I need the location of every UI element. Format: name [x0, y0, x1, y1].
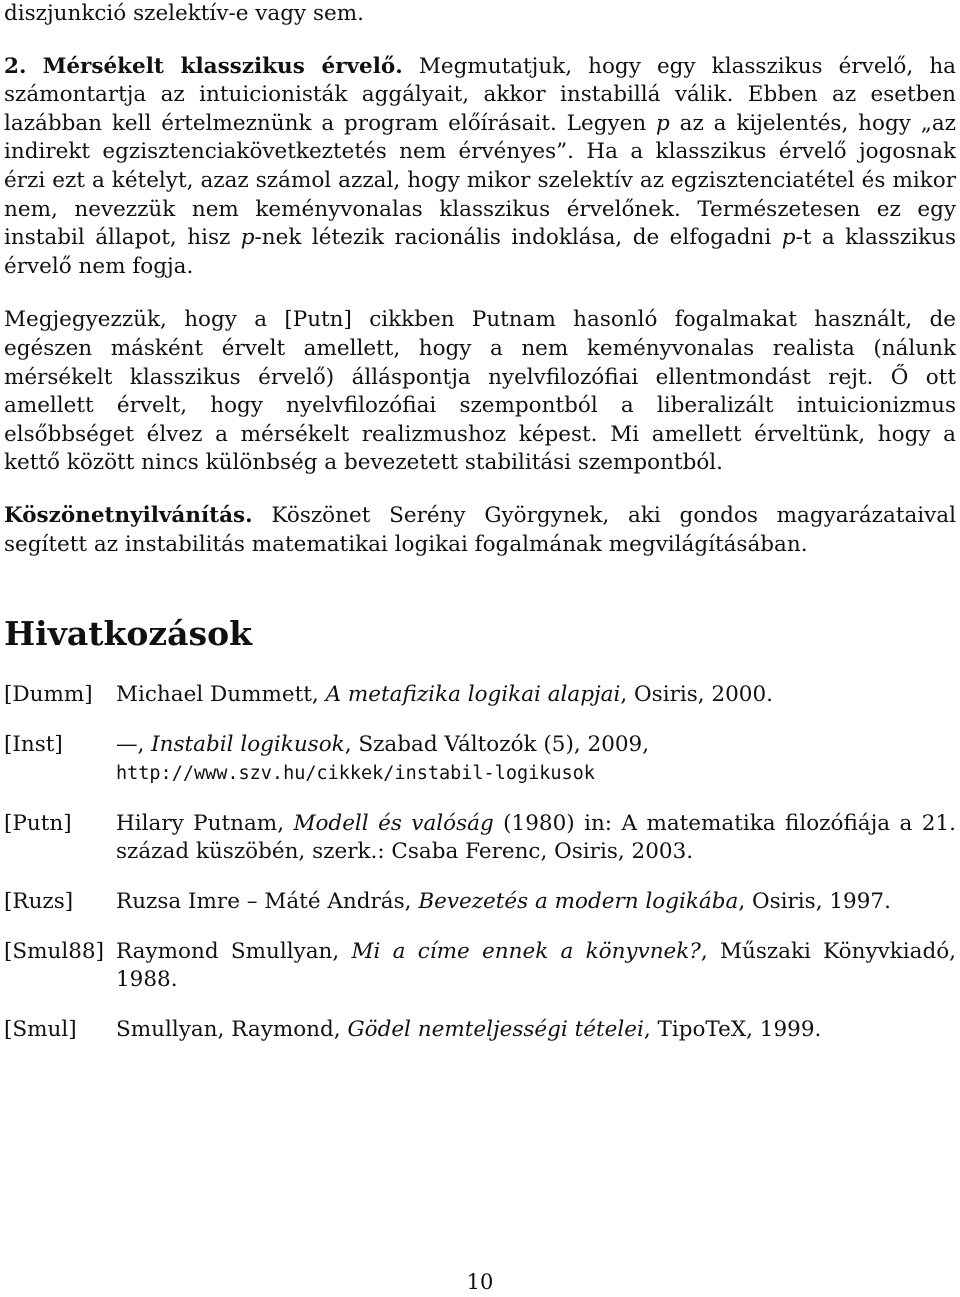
reference-title: Gödel nemteljességi tételei [347, 1016, 644, 1042]
reference-key: [Putn] [4, 810, 72, 836]
reference-author: Michael Dummett, [116, 682, 326, 708]
acknowledgement-heading: Köszönetnyilvánítás. [4, 502, 253, 528]
page-number: 10 [466, 1270, 494, 1294]
reference-author: Raymond Smullyan, [116, 938, 352, 964]
math-variable: p [656, 110, 670, 136]
reference-author: —, [116, 731, 152, 757]
reference-title: Bevezetés a modern logikába [418, 889, 739, 915]
paragraph-text-a: Megmutatjuk, hogy egy klasszikus érvelő, ha számontartja az intuicionisták aggályait, akkor instabillá válik. Ebben az esetben lazábban kell értelmeznünk a program előírásait. Legyen [4, 53, 956, 136]
paragraph-text-c: -nek létezik racionális indoklása, de elfogadni [254, 225, 782, 251]
reference-details: , Szabad Változók (5), 2009, [344, 731, 650, 757]
reference-item [4, 810, 956, 867]
reference-title: Instabil logikusok [151, 731, 345, 757]
math-variable: p [781, 225, 796, 251]
reference-body [116, 888, 956, 917]
paragraph-text-d: -t a klasszikus érvelő nem fogja. [4, 225, 957, 279]
reference-key: [Inst] [4, 731, 63, 757]
item-number: 2. [4, 53, 27, 79]
references-heading: Hivatkozások [4, 614, 252, 654]
reference-title: Mi a címe ennek a könyvnek? [351, 938, 701, 964]
reference-details: (1980) in: A matematika filozófiája a 21. század küszöbén, szerk.: Csaba Ferenc, Osiris, 2003. [116, 810, 956, 865]
item-heading: Mérsékelt klasszikus érvelő. [42, 53, 403, 79]
intro-line: diszjunkció szelektív-e vagy sem. [4, 1, 364, 26]
reference-key: [Smul] [4, 1016, 77, 1042]
reference-item [4, 938, 956, 995]
document-page [4, 0, 956, 1065]
reference-body [116, 1016, 956, 1045]
reference-author: Ruzsa Imre – Máté András, [116, 889, 419, 915]
section-2-paragraph [4, 53, 956, 282]
reference-key: [Dumm] [4, 682, 93, 708]
reference-item [4, 1016, 956, 1045]
reference-body [116, 731, 956, 789]
reference-body [116, 810, 956, 867]
reference-item [4, 731, 956, 789]
reference-body [116, 938, 956, 995]
paragraph-text-b: az a kijelentés, hogy „az indirekt egzisztenciakövetkeztetés nem érvényes”. Ha a klasszikus érvelő jogosnak érzi ezt a kételyt, azaz számol azzal, hogy mikor szelektív az egzisztenciatétel és mikor nem, nevezzük nem keményvonalas klasszikus érvelőnek. Természetesen ez egy instabil állapot, hisz [4, 110, 956, 251]
putnam-paragraph: Megjegyezzük, hogy a [Putn] cikkben Putnam hasonló fogalmakat használt, de egészen másként érvelt amellett, hogy a nem keményvonalas realista (nálunk mérsékelt klasszikus érvelő) álláspontja nyelvfilozófiai ellentmondást rejt. Ő ott amellett érvelt, hogy nyelvfilozófiai szempontból a liberalizált intuicionizmus elsőbbséget élvez a mérsékelt realizmushoz képest. Mi amellett érveltünk, hogy a kettő között nincs különbség a bevezetett stabilitási szempontból. [4, 307, 956, 476]
reference-key: [Ruzs] [4, 889, 74, 915]
math-variable: p [240, 225, 255, 251]
reference-url-link[interactable]: http://www.szv.hu/cikkek/instabil-logikusok [116, 763, 595, 785]
reference-key: [Smul88] [4, 938, 104, 964]
reference-item [4, 681, 956, 710]
reference-details: , TipoTeX, 1999. [643, 1016, 822, 1042]
acknowledgement-paragraph [4, 502, 956, 559]
reference-title: Modell és valóság [293, 810, 494, 836]
reference-list [4, 681, 956, 1044]
reference-author: Smullyan, Raymond, [116, 1016, 348, 1042]
reference-details: , Osiris, 2000. [620, 682, 773, 708]
reference-body [116, 681, 956, 710]
acknowledgement-text: Köszönet Serény Györgynek, aki gondos magyarázataival segített az instabilitás matematikai logikai fogalmának megvilágításában. [4, 502, 956, 557]
reference-author: Hilary Putnam, [116, 810, 294, 836]
reference-item [4, 888, 956, 917]
reference-details: , Műszaki Könyvkiadó, 1988. [116, 938, 957, 993]
reference-details: , Osiris, 1997. [738, 889, 891, 915]
reference-title: A metafizika logikai alapjai [325, 682, 621, 708]
